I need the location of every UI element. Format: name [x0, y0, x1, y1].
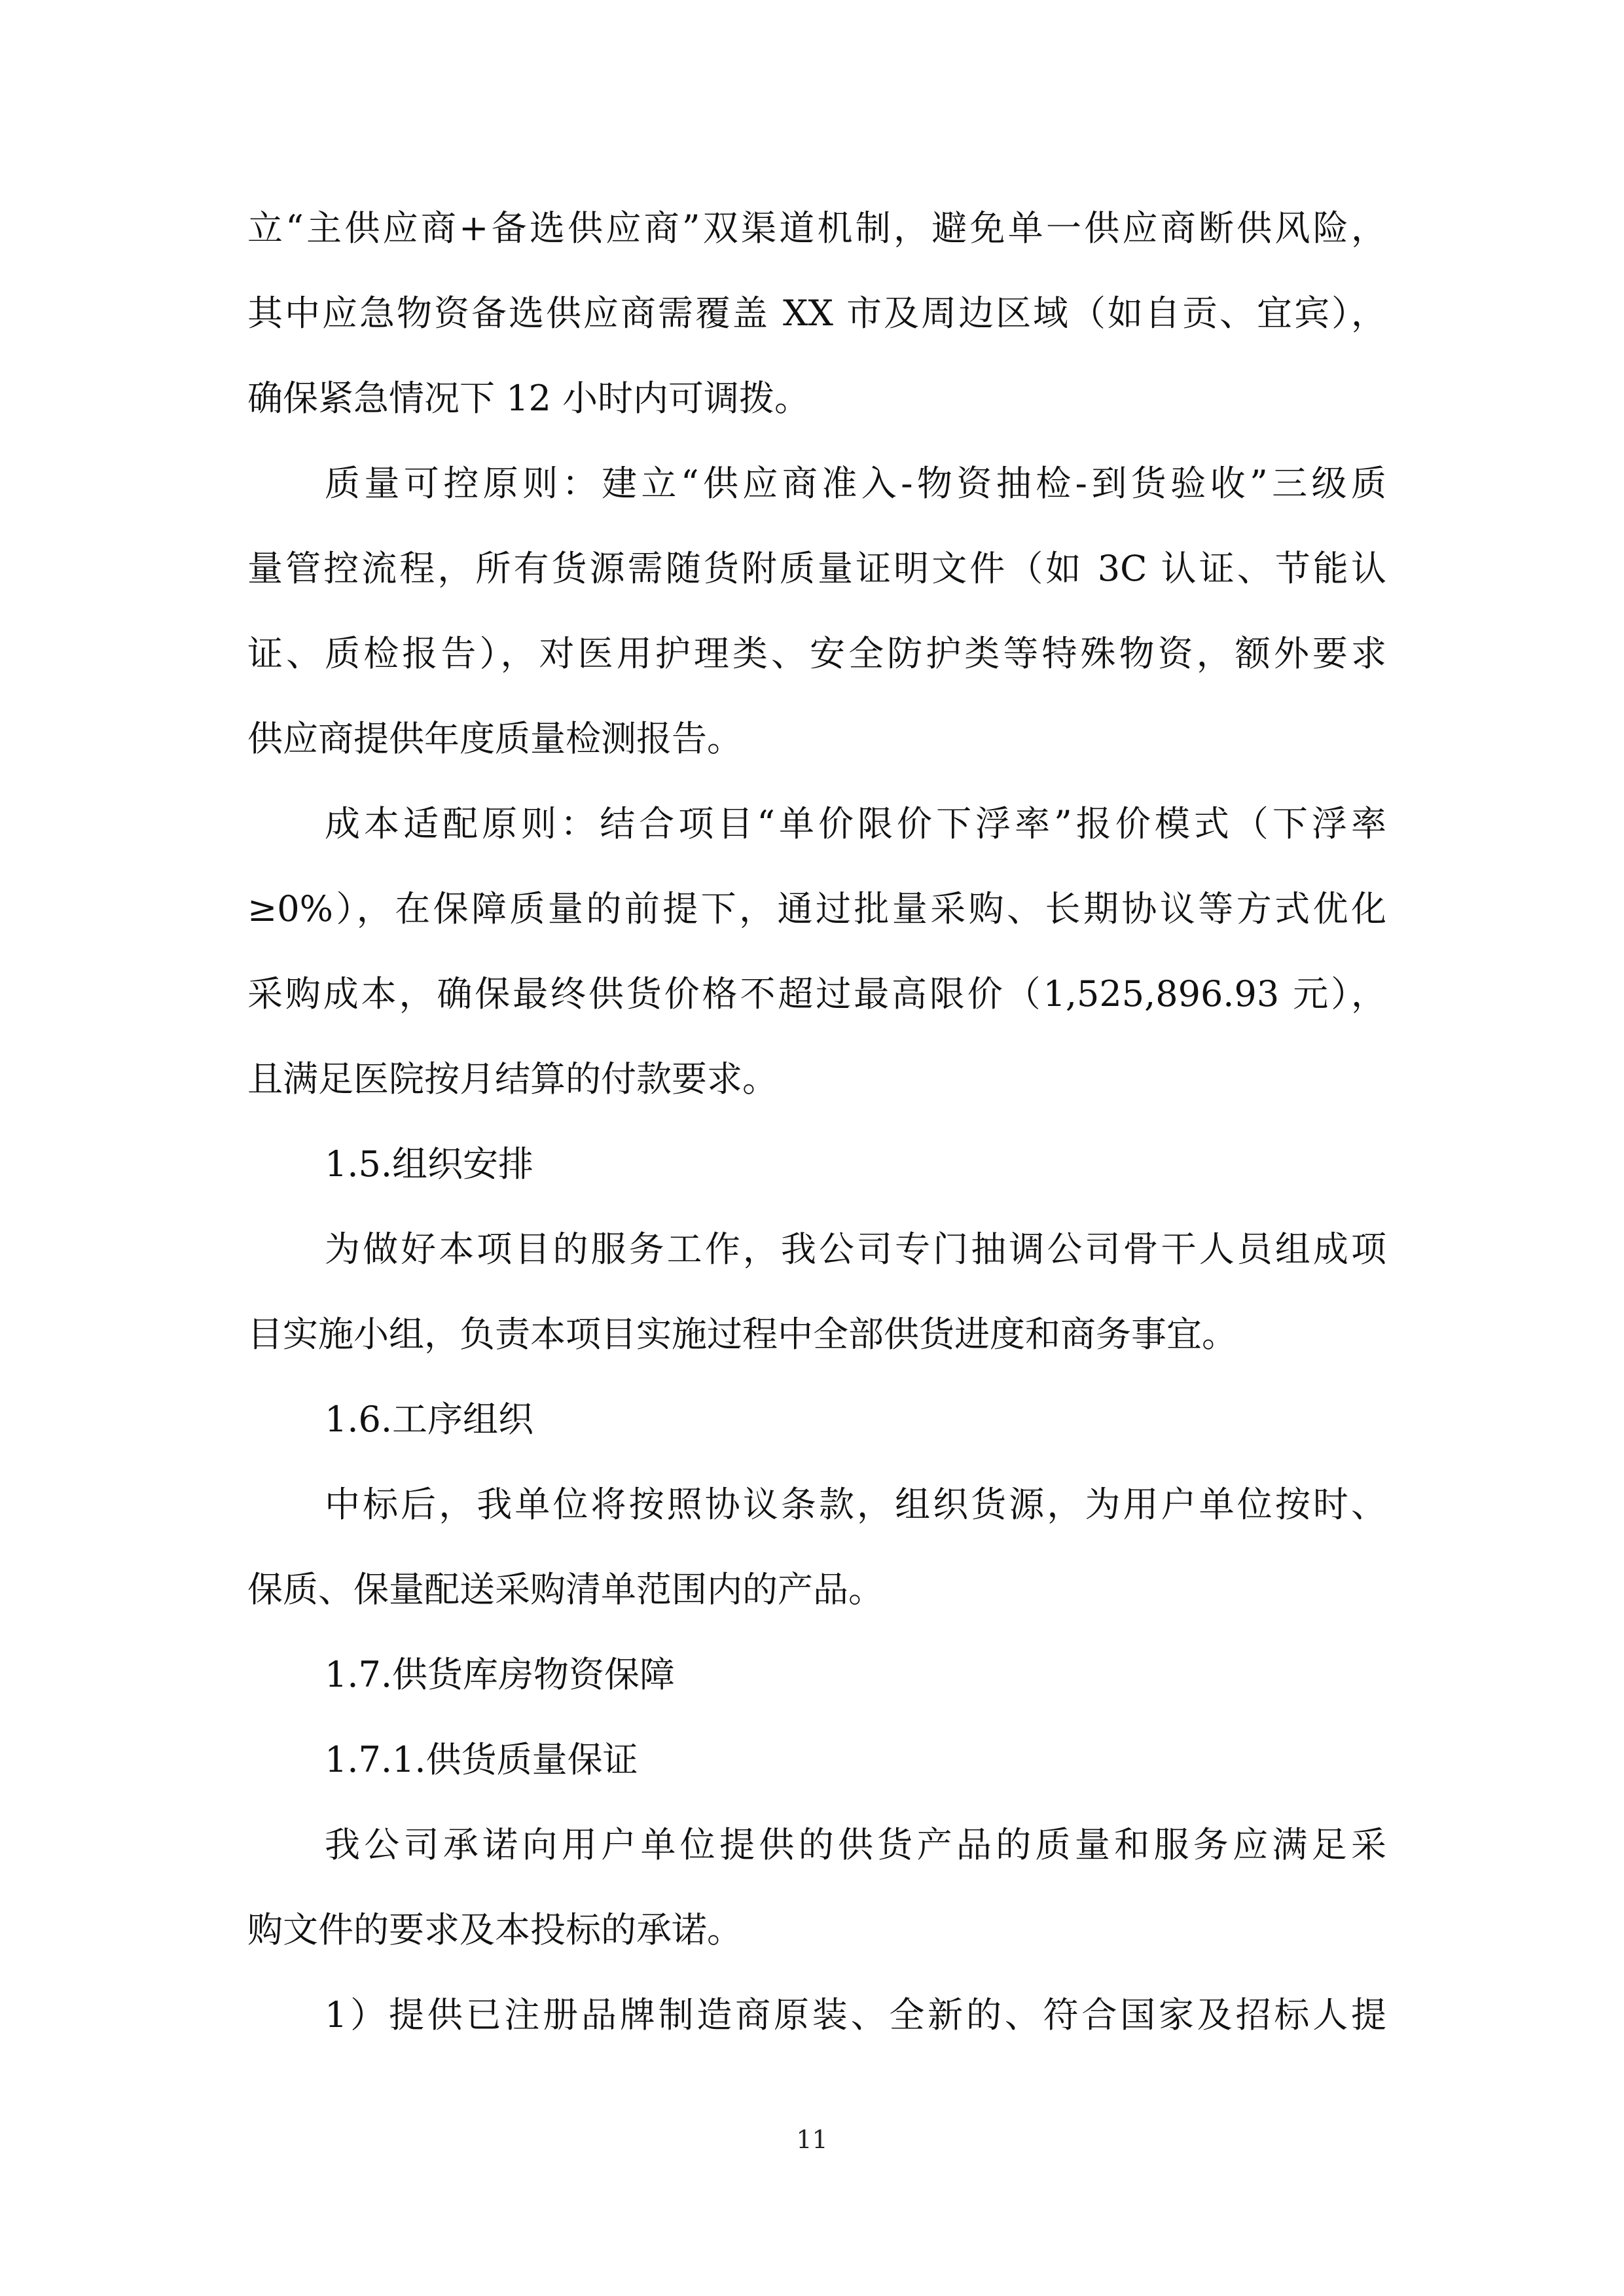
- text-line: 其中应急物资备选供应商需覆盖 XX 市及周边区域（如自贡、宜宾），: [247, 293, 1386, 334]
- text-line: 供应商提供年度质量检测报告。: [247, 718, 742, 759]
- text-line: ≥0%），在保障质量的前提下，通过批量采购、长期协议等方式优化: [247, 888, 1386, 929]
- text-line: 为做好本项目的服务工作，我公司专门抽调公司骨干人员组成项: [325, 1229, 1386, 1270]
- text-line: 证、质检报告），对医用护理类、安全防护类等特殊物资，额外要求: [247, 633, 1386, 674]
- text-line: 我公司承诺向用户单位提供的供货产品的质量和服务应满足采: [325, 1824, 1386, 1865]
- section-heading: 1.6.工序组织: [325, 1399, 534, 1440]
- text-line: 成本适配原则：结合项目“单价限价下浮率”报价模式（下浮率: [325, 803, 1386, 844]
- list-item: 1）提供已注册品牌制造商原装、全新的、符合国家及招标人提: [325, 1994, 1386, 2036]
- text-line: 立“主供应商+备选供应商”双渠道机制，避免单一供应商断供风险，: [247, 207, 1386, 249]
- section-heading: 1.5.组织安排: [325, 1143, 534, 1185]
- text-line: 中标后，我单位将按照协议条款，组织货源，为用户单位按时、: [325, 1484, 1386, 1525]
- text-line: 且满足医院按月结算的付款要求。: [247, 1058, 778, 1100]
- subsection-heading: 1.7.1.供货质量保证: [325, 1739, 638, 1780]
- text-line: 目实施小组，负责本项目实施过程中全部供货进度和商务事宜。: [247, 1314, 1237, 1355]
- text-line: 确保紧急情况下 12 小时内可调拨。: [247, 378, 810, 419]
- section-heading: 1.7.供货库房物资保障: [325, 1654, 676, 1695]
- text-line: 质量可控原则：建立“供应商准入-物资抽检-到货验收”三级质: [325, 463, 1386, 504]
- text-line: 保质、保量配送采购清单范围内的产品。: [247, 1569, 884, 1610]
- text-line: 采购成本，确保最终供货价格不超过最高限价（1,525,896.93 元），: [247, 973, 1386, 1014]
- text-line: 购文件的要求及本投标的承诺。: [247, 1909, 742, 1950]
- text-line: 量管控流程，所有货源需随货附质量证明文件（如 3C 认证、节能认: [247, 548, 1386, 589]
- page-number: 11: [796, 2125, 828, 2154]
